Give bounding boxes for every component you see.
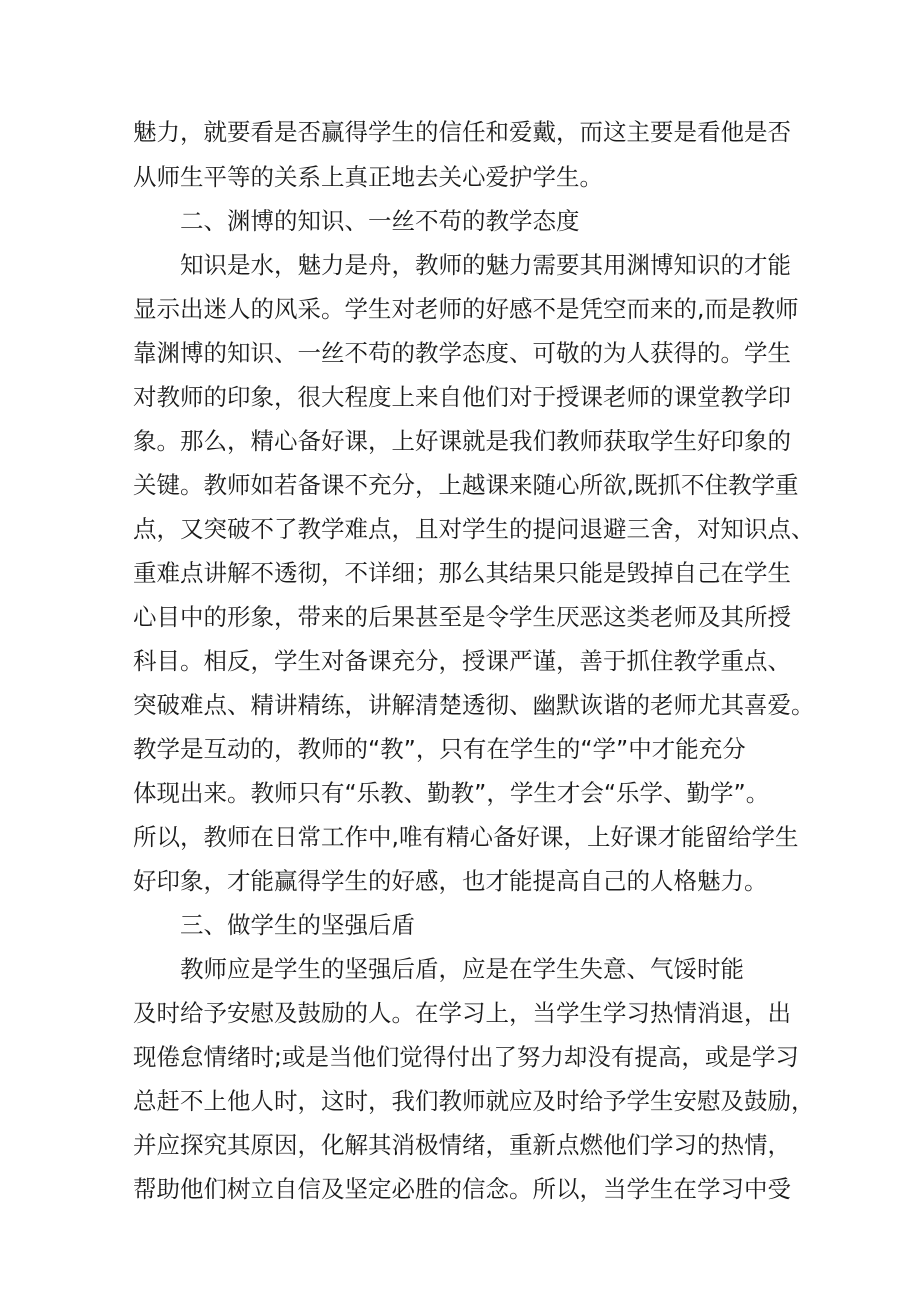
- paragraph-line: 科目。相反，学生对备课充分，授课严谨，善于抓住教学重点、: [133, 647, 791, 675]
- paragraph-line: 现倦怠情绪时;或是当他们觉得付出了努力却没有提高，或是学习: [133, 1043, 799, 1071]
- paragraph-line: 好印象，才能赢得学生的好感，也才能提高自己的人格魅力。: [133, 867, 768, 895]
- section-heading-2: 二、渊博的知识、一丝不苟的教学态度: [180, 207, 580, 235]
- paragraph-line: 重难点讲解不透彻，不详细；那么其结果只能是毁掉自己在学生: [133, 559, 791, 587]
- paragraph-line: 帮助他们树立自信及坚定必胜的信念。所以，当学生在学习中受: [133, 1175, 791, 1203]
- paragraph-line: 知识是水，魅力是舟，教师的魅力需要其用渊博知识的才能: [180, 251, 791, 279]
- paragraph-line: 教师应是学生的坚强后盾，应是在学生失意、气馁时能: [180, 955, 744, 983]
- paragraph-line: 魅力，就要看是否赢得学生的信任和爱戴，而这主要是看他是否: [133, 118, 791, 146]
- paragraph-line: 象。那么，精心备好课，上好课就是我们教师获取学生好印象的: [133, 427, 791, 455]
- paragraph-line: 教学是互动的，教师的“教”，只有在学生的“学”中才能充分: [133, 735, 746, 763]
- paragraph-line: 所以，教师在日常工作中,唯有精心备好课，上好课才能留给学生: [133, 823, 799, 851]
- paragraph-line: 及时给予安慰及鼓励的人。在学习上，当学生学习热情消退，出: [133, 999, 791, 1027]
- paragraph-line: 从师生平等的关系上真正地去关心爱护学生。: [133, 163, 603, 191]
- paragraph-line: 体现出来。教师只有“乐教、勤教”，学生才会“乐学、勤学”。: [133, 779, 770, 807]
- paragraph-line: 并应探究其原因，化解其消极情绪，重新点燃他们学习的热情，: [133, 1131, 791, 1159]
- paragraph-line: 突破难点、精讲精练，讲解清楚透彻、幽默诙谐的老师尤其喜爱。: [133, 691, 815, 719]
- paragraph-line: 总赶不上他人时，这时，我们教师就应及时给予学生安慰及鼓励，: [133, 1087, 815, 1115]
- paragraph-line: 心目中的形象，带来的后果甚至是令学生厌恶这类老师及其所授: [133, 603, 791, 631]
- paragraph-line: 关键。教师如若备课不充分，上越课来随心所欲,既抓不住教学重: [133, 471, 799, 499]
- paragraph-line: 显示出迷人的风采。学生对老师的好感不是凭空而来的,而是教师: [133, 295, 799, 323]
- paragraph-line: 靠渊博的知识、一丝不苟的教学态度、可敬的为人获得的。学生: [133, 339, 791, 367]
- section-heading-3: 三、做学生的坚强后盾: [180, 911, 415, 939]
- paragraph-line: 点，又突破不了教学难点，且对学生的提问退避三舍，对知识点、: [133, 515, 815, 543]
- paragraph-line: 对教师的印象，很大程度上来自他们对于授课老师的课堂教学印: [133, 383, 791, 411]
